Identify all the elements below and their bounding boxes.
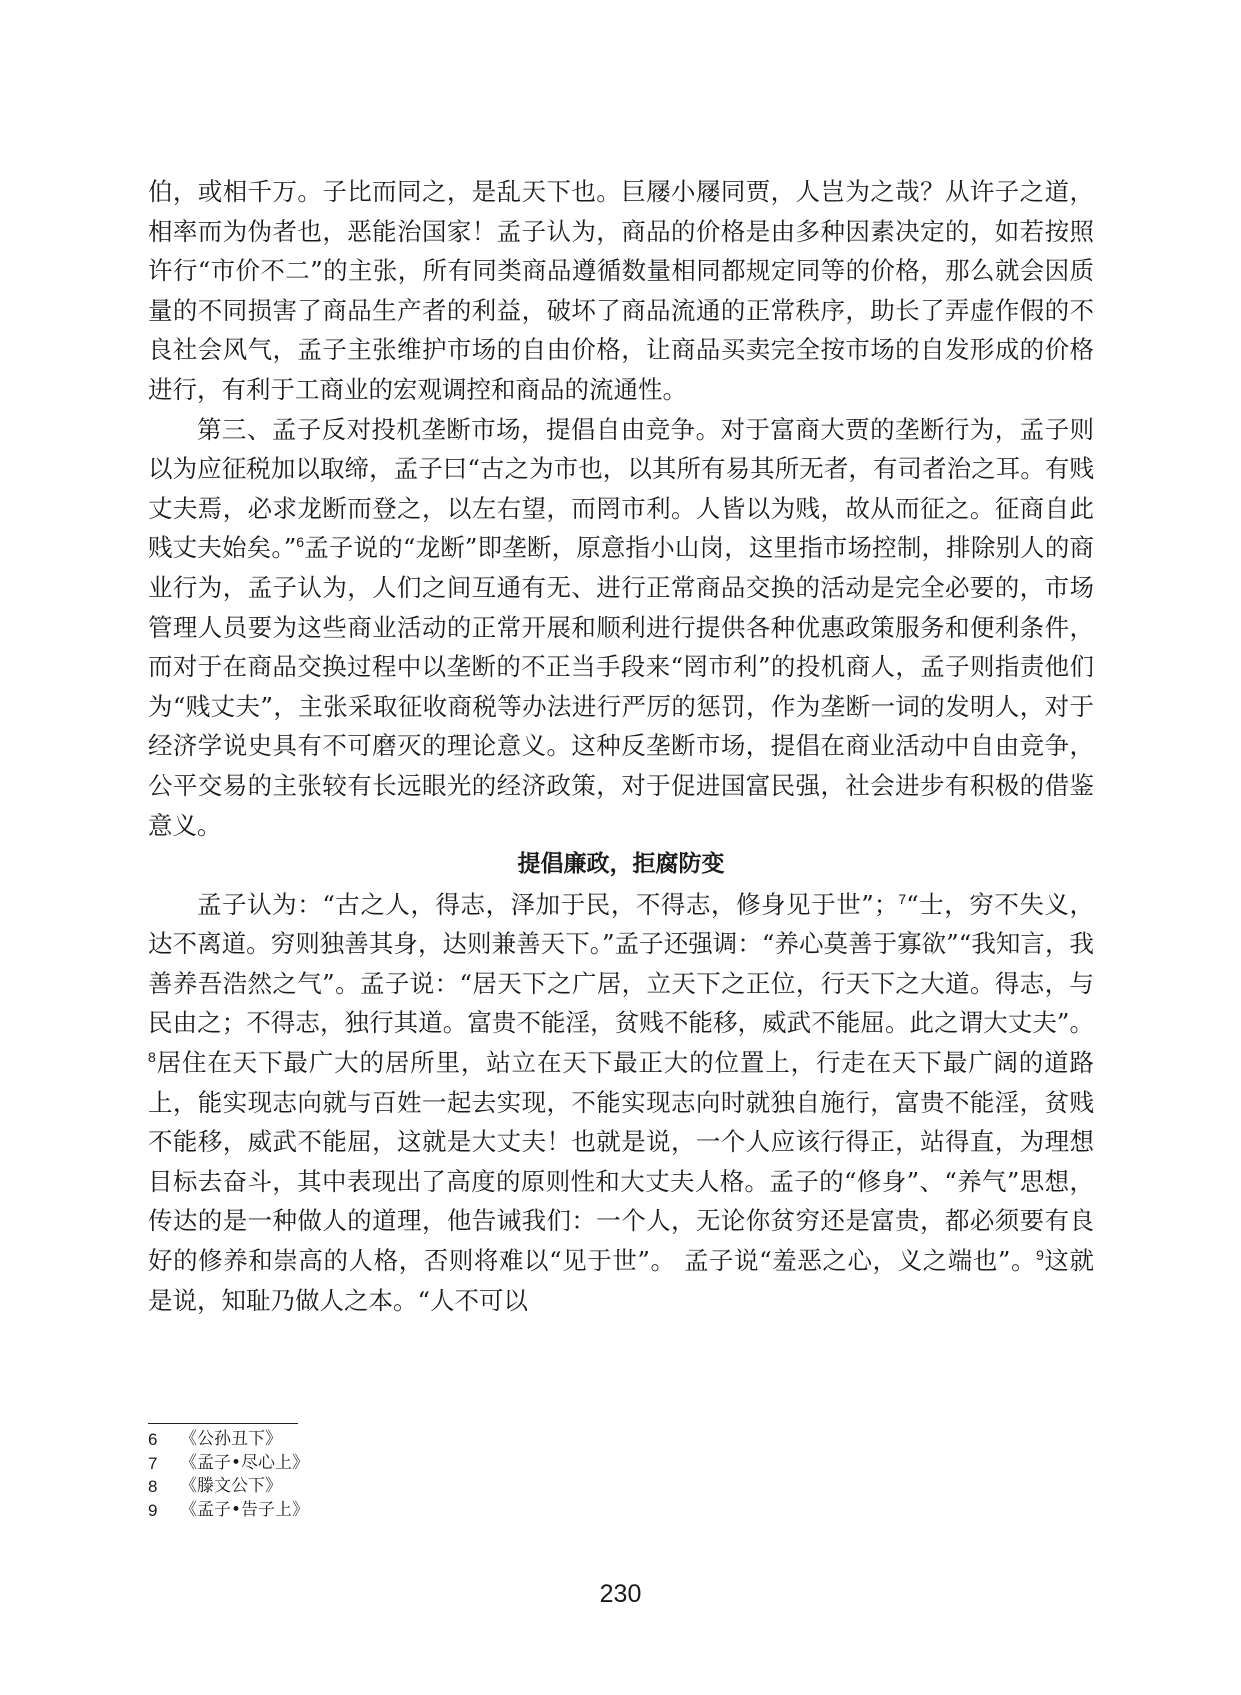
footnote-item: 6 《公孙丑下》 — [148, 1429, 282, 1449]
paragraph-3: 孟子认为：“古之人，得志，泽加于民，不得志，修身见于世”；$^7$“士，穷不失义，达不离道。穷则独善其身，达则兼善天下。”孟子还强调：“养心莫善于寡欲”“我知言，我善养吾浩然之气”。孟子说：“居天下之广居，立天下之正位，行天下之大道。得志，与民由之；不得志，独行其道。富贵不能淫，贫贱不能移，威武不能屈。此之谓大丈夫”。$^8$居住在天下最广大的居所里，站立在天下最正大的位置上，行走在天下最广阔的道路上，能实现志向就与百姓一起去实现，不能实现志向时就独自施行，富贵不能淫，贫贱不能移，威武不能屈，这就是大丈夫！也就是说，一个人应该行得正，站得直，为理想目标去奋斗，其中表现出了高度的原则性和大丈夫人格。孟子的“修身”、“养气”思想，传达的是一种做人的道理，他告诫我们：一个人，无论你贫穷还是富贵，都必须要有良好的修养和崇高的人格，否则将难以“见于世”。 孟子说“羞恶之心，义之端也”。$^9$这就是说，知耻乃做人之本。“人不可以 — [148, 889, 1094, 1315]
footnote-ref-7: 7 — [898, 890, 907, 907]
footnote-separator — [148, 1423, 298, 1424]
paragraph-1: 伯，或相千万。子比而同之，是乱天下也。巨屦小屦同贾，人岂为之哉？从许子之道，相率而为伪者也，恶能治国家！孟子认为，商品的价格是由多种因素决定的，如若按照许行“市价不二”的主张，所有同类商品遵循数量相同都规定同等的价格，那么就会因质量的不同损害了商品生产者的利益，破坏了商品流通的正常秩序，助长了弄虚作假的不良社会风气，孟子主张维护市场的自由价格，让商品买卖完全按市场的自发形成的价格进行，有利于工商业的宏观调控和商品的流通性。 — [148, 177, 1094, 404]
footnote-item: 8 《滕文公下》 — [148, 1476, 282, 1496]
footnote-ref-8: 8 — [148, 1048, 156, 1065]
body-text — [148, 172, 1094, 1320]
footnote-ref-9: 9 — [1036, 1246, 1044, 1263]
paragraph-2: 第三、孟子反对投机垄断市场，提倡自由竞争。对于富商大贾的垄断行为，孟子则以为应征税加以取缔，孟子曰“古之为市也，以其所有易其所无者，有司者治之耳。有贱丈夫焉，必求龙断而登之，以左右望，而罔市利。人皆以为贱，故从而征之。征商自此贱丈夫始矣。”$^6$孟子说的“龙断”即垄断，原意指小山岗，这里指市场控制，排除别人的商业行为，孟子认为，人们之间互通有无、进行正常商品交换的活动是完全必要的，市场管理人员要为这些商业活动的正常开展和顺利进行提供各种优惠政策服务和便利条件，而对于在商品交换过程中以垄断的不正当手段来“罔市利”的投机商人，孟子则指责他们为“贱丈夫”，主张采取征收商税等办法进行严厉的惩罚，作为垄断一词的发明人，对于经济学说史具有不可磨灭的理论意义。这种反垄断市场，提倡在商业活动中自由竞争，公平交易的主张较有长远眼光的经济政策，对于促进国富民强，社会进步有积极的借鉴意义。 — [148, 414, 1094, 840]
footnotes — [148, 1428, 309, 1522]
page-number: 230 — [599, 1580, 642, 1608]
footnote-item: 7 《孟子•尽心上》 — [148, 1452, 310, 1473]
footnote-ref-6: 6 — [296, 534, 305, 551]
footnote-item: 9 《孟子•告子上》 — [148, 1499, 310, 1520]
section-heading: 提倡廉政，拒腐防变 — [517, 851, 725, 878]
